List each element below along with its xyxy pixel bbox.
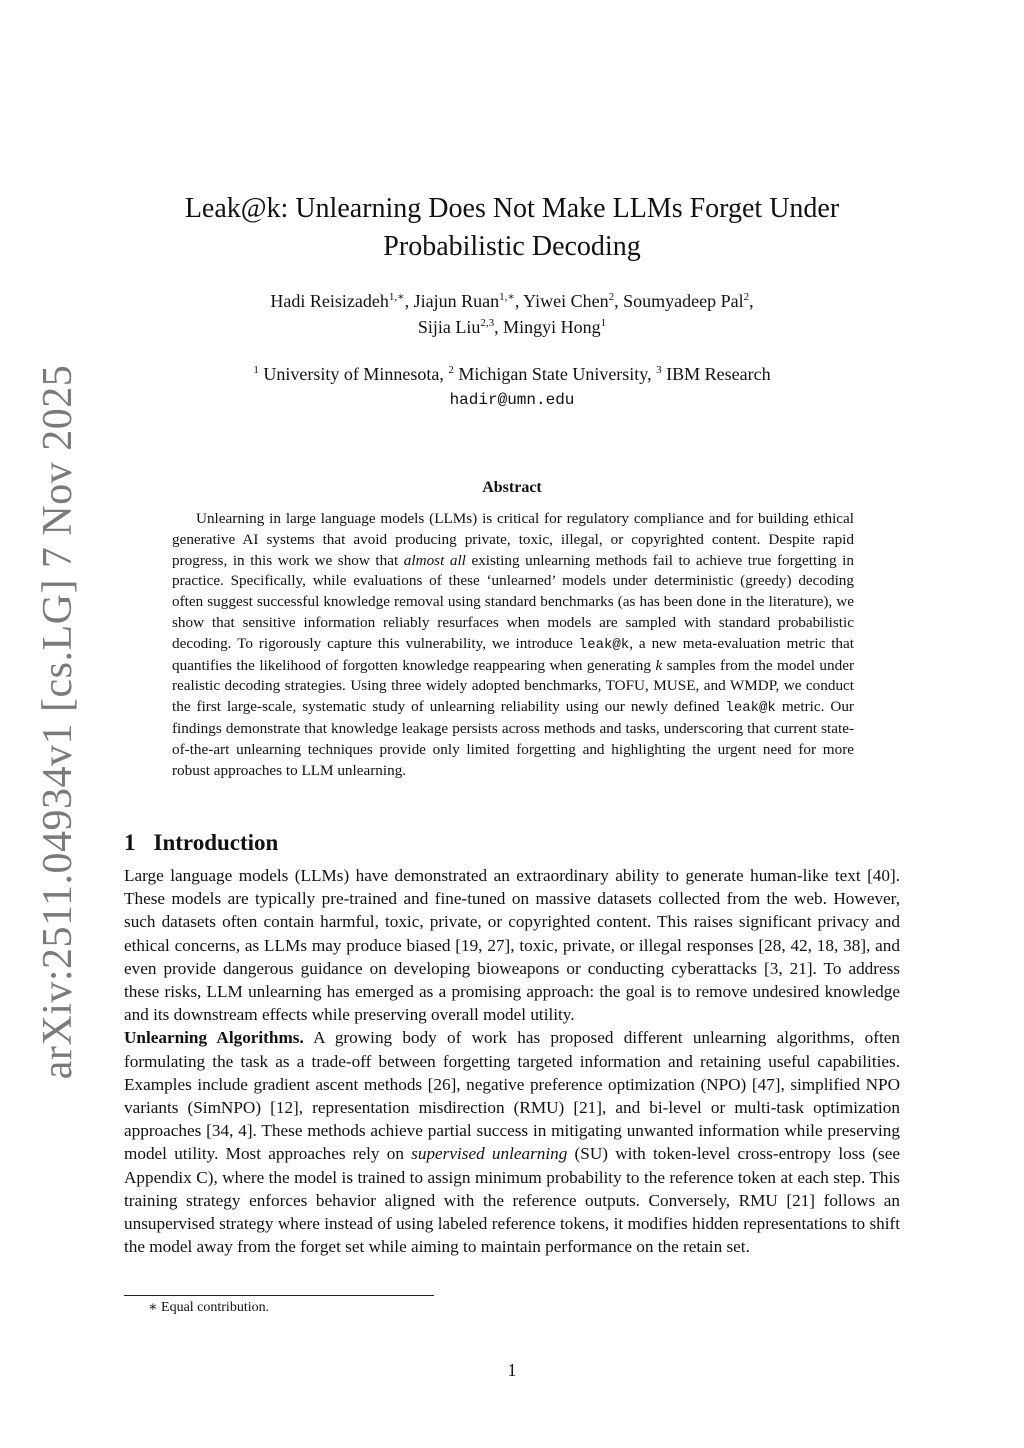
title-line-2: Probabilistic Decoding (383, 231, 641, 262)
author-name: Sijia Liu (417, 317, 481, 337)
affiliation-marker: 1 (253, 364, 259, 376)
metric-name-code: leak@k (578, 636, 630, 653)
author-affiliation-marker: 2 (743, 291, 750, 303)
abstract-text: existing unlearning methods fail to achieve true forgetting in practice. Specifically, while evaluations of these ‘unlearned’ models under deterministic (greedy) decoding often suggest successful knowledge removal using standard benchmarks (as has been done in the literature), we show that sensitive information reliably resurfaces when models are sampled with standard probabilistic decoding. To rigorously capture this vulnerability, we introduce (172, 551, 854, 652)
intro-emphasis: supervised unlearning (411, 1144, 568, 1164)
affiliations (124, 362, 900, 412)
author-name: , Mingyi Hong (494, 317, 601, 337)
footnote-rule (124, 1295, 434, 1296)
arxiv-identifier-stamp: arXiv:2511.04934v1 [cs.LG] 7 Nov 2025 (35, 364, 81, 1080)
abstract-text: , a new meta-evaluation metric that quantifies the likelihood of forgotten knowledge reappearing when generating (172, 634, 854, 674)
author-affiliation-marker: 2,3 (480, 317, 495, 329)
introduction-body (124, 864, 900, 1258)
section-heading-introduction (124, 830, 278, 856)
affiliation-name: University of Minnesota, (258, 364, 449, 384)
footnote (148, 1299, 269, 1316)
intro-paragraph-1: Large language models (LLMs) have demonstrated an extraordinary ability to generate human-like text [40]. These models are typically pre-trained and fine-tuned on massive datasets collected from the web. However, such datasets often contain harmful, toxic, private, or copyrighted content. This raises significant privacy and ethical concerns, as LLMs may produce biased [19, 27], toxic, private, or illegal responses [28, 42, 18, 38], and even provide dangerous guidance on developing bioweapons or conducting cyberattacks [3, 21]. To address these risks, LLM unlearning has emerged as a promising approach: the goal is to remove undesired knowledge and its downstream effects while preserving overall model utility. (124, 866, 900, 1025)
author-affiliation-marker: 1,∗ (499, 291, 515, 303)
footnote-text: Equal contribution. (157, 1300, 270, 1315)
author-separator: , (749, 291, 754, 311)
author-name: , Soumyadeep Pal (614, 291, 744, 311)
title-line-1: Leak@k: Unlearning Does Not Make LLMs Forget Under (184, 193, 840, 224)
abstract-text: metric. Our findings demonstrate that knowledge leakage persists across methods and tasks, underscoring that current state-of-the-art unlearning techniques provide only limited forgetting and highlighting the urgent need for more robust approaches to LLM unlearning. (172, 698, 854, 779)
author-name: Hadi Reisizadeh (270, 291, 389, 311)
abstract-text: Unlearning in large language models (LLMs) is critical for regulatory compliance and for building ethical generative AI systems that avoid producing private, toxic, illegal, or copyrighted content. Despite rapid progress, in this work we show that (172, 510, 854, 569)
author-list (124, 288, 900, 340)
author-affiliation-marker: 2 (608, 291, 615, 303)
page-number: 1 (507, 1360, 517, 1380)
math-variable-k: k (655, 656, 663, 674)
intro-paragraph-2: A growing body of work has proposed different unlearning algorithms, often formulating the task as a trade-off between forgetting targeted information and retaining useful capabilities. Examples include gradient ascent methods [26], negative preference optimization (NPO) [47], simplified NPO variants (SimNPO) [12], representation misdirection (RMU) [21], and bi-level or multi-task optimization approaches [34, 4]. These methods achieve partial success in mitigating unwanted information while preserving model utility. Most approaches rely on (124, 1028, 900, 1164)
author-name: , Jiajun Ruan (404, 291, 500, 311)
contact-email[interactable]: hadir@umn.edu (449, 391, 575, 409)
intro-paragraph-2-cont: (SU) with token-level cross-entropy loss (see Appendix C), where the model is trained to assign minimum probability to the reference token at each step. This training strategy enforces behavior aligned with the reference outputs. Conversely, RMU [21] follows an unsupervised strategy where instead of using labeled reference tokens, it modifies hidden representations to shift the model away from the forget set while aiming to maintain performance on the retain set. (124, 1144, 900, 1257)
affiliation-name: IBM Research (661, 364, 771, 384)
runin-heading-unlearning-algorithms: Unlearning Algorithms. (124, 1028, 304, 1048)
metric-name-code: leak@k (725, 700, 776, 717)
abstract-text: samples from the model under realistic decoding strategies. Using three widely adopted benchmarks, TOFU, MUSE, and WMDP, we conduct the first large-scale, systematic study of unlearning reliability using our newly defined (172, 656, 855, 716)
abstract-body (172, 509, 854, 781)
author-name: , Yiwei Chen (514, 291, 609, 311)
affiliation-marker: 2 (448, 364, 454, 376)
section-number: 1 (124, 830, 136, 855)
section-title: Introduction (153, 830, 279, 855)
abstract-heading: Abstract (482, 479, 542, 496)
author-affiliation-marker: 1,∗ (388, 291, 405, 303)
footnote-marker: ∗ (148, 1300, 158, 1315)
abstract-emphasis: almost all (403, 551, 466, 569)
paper-title (124, 190, 900, 266)
affiliation-marker: 3 (656, 364, 662, 376)
affiliation-name: Michigan State University, (453, 364, 657, 384)
author-affiliation-marker: 1 (600, 317, 607, 329)
